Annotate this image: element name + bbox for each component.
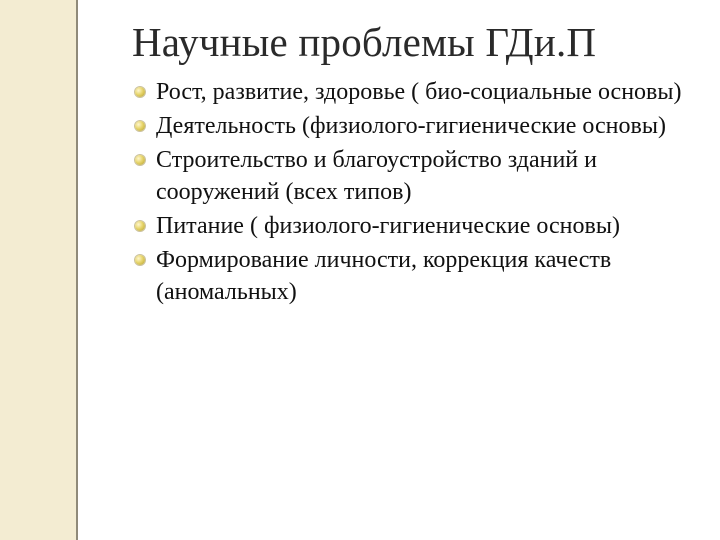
- bullet-text-5: Формирование личности, коррекция качеств (аномальных): [156, 247, 612, 305]
- left-decorative-band: [0, 0, 78, 540]
- bullet-item-2: [132, 110, 702, 142]
- circle-bullet-icon: [135, 221, 145, 231]
- bullet-list: [132, 76, 702, 310]
- bullet-text-2: Деятельность (физиолого-гигиенические основы): [156, 113, 666, 139]
- bullet-item-3: [132, 144, 702, 208]
- circle-bullet-icon: [135, 121, 145, 131]
- bullet-item-4: [132, 210, 702, 242]
- circle-bullet-icon: [135, 87, 145, 97]
- bullet-text-1: Рост, развитие, здоровье ( био-социальные основы): [156, 79, 682, 105]
- circle-bullet-icon: [135, 155, 145, 165]
- slide-title: Научные проблемы ГДи.П: [132, 19, 597, 65]
- bullet-text-4: Питание ( физиолого-гигиенические основы): [156, 213, 620, 239]
- circle-bullet-icon: [135, 255, 145, 265]
- bullet-item-5: [132, 244, 702, 308]
- bullet-text-3: Строительство и благоустройство зданий и сооружений (всех типов): [156, 147, 597, 205]
- bullet-item-1: [132, 76, 702, 108]
